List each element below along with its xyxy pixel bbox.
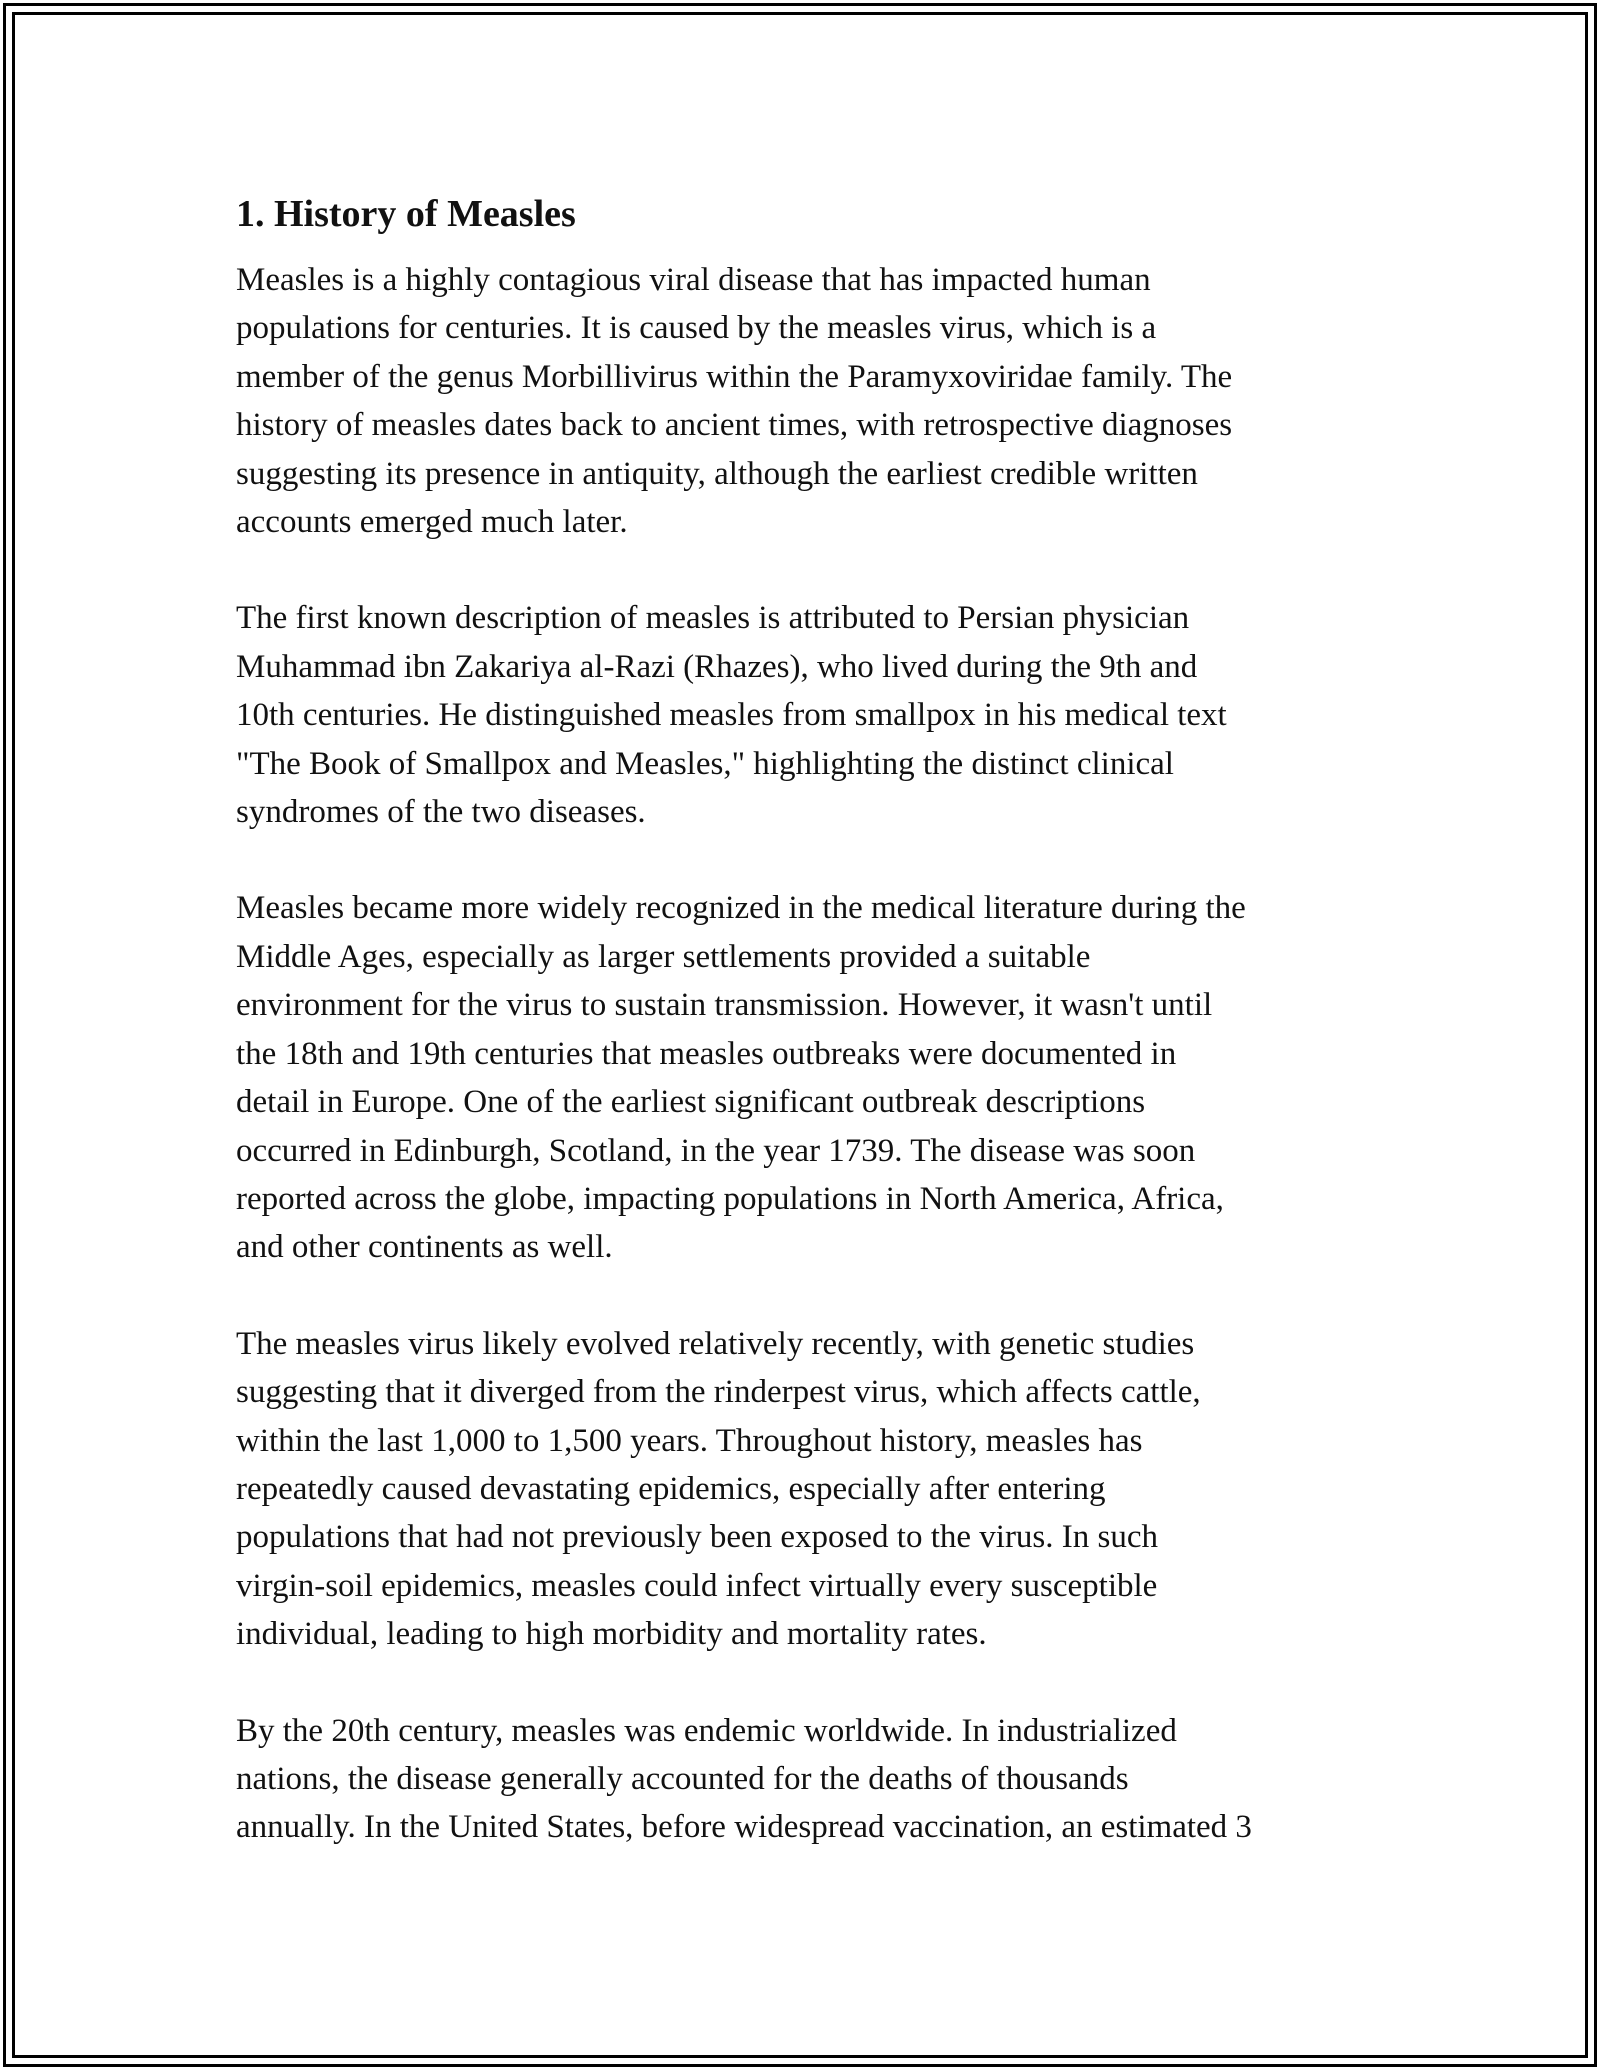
paragraph-1: Measles is a highly contagious viral disease that has impacted human populations for centuries. It is caused by the measles virus, which is a member of the genus Morbillivirus within the Paramyxoviridae family. The history of measles dates back to ancient times, with retrospective diagnoses suggesting its presence in antiquity, although the earliest credible written accounts emerged much later. [236, 262, 1233, 541]
document-body [236, 184, 1376, 1852]
paragraph-5: By the 20th century, measles was endemic worldwide. In industrialized nations, the disease generally accounted for the deaths of thousands annually. In the United States, before widespread vaccination, an estimated 3 [236, 1712, 1252, 1846]
paragraph-4: The measles virus likely evolved relatively recently, with genetic studies suggesting that it diverged from the rinderpest virus, which affects cattle, within the last 1,000 to 1,500 years. Throughout history, measles has repeatedly caused devastating epidemics, especially after entering populations that had not previously been exposed to the virus. In such virgin-soil epidemics, measles could infect virtually every susceptible individual, leading to high morbidity and mortality rates. [236, 1325, 1201, 1653]
section-heading: 1. History of Measles [236, 193, 576, 235]
paragraph-3: Measles became more widely recognized in the medical literature during the Middle Ages, especially as larger settlements provided a suitable environment for the virus to sustain transmission. However, it wasn't until the 18th and 19th centuries that measles outbreaks were documented in detail in Europe. One of the earliest significant outbreak descriptions occurred in Edinburgh, Scotland, in the year 1739. The disease was soon reported across the globe, impacting populations in North America, Africa, and other continents as well. [236, 890, 1246, 1266]
paragraph-2: The first known description of measles is attributed to Persian physician Muhammad ibn Zakariya al-Razi (Rhazes), who lived during the 9th and 10th centuries. He distinguished measles from smallpox in his medical text "The Book of Smallpox and Measles," highlighting the distinct clinical syndromes of the two diseases. [236, 600, 1227, 831]
